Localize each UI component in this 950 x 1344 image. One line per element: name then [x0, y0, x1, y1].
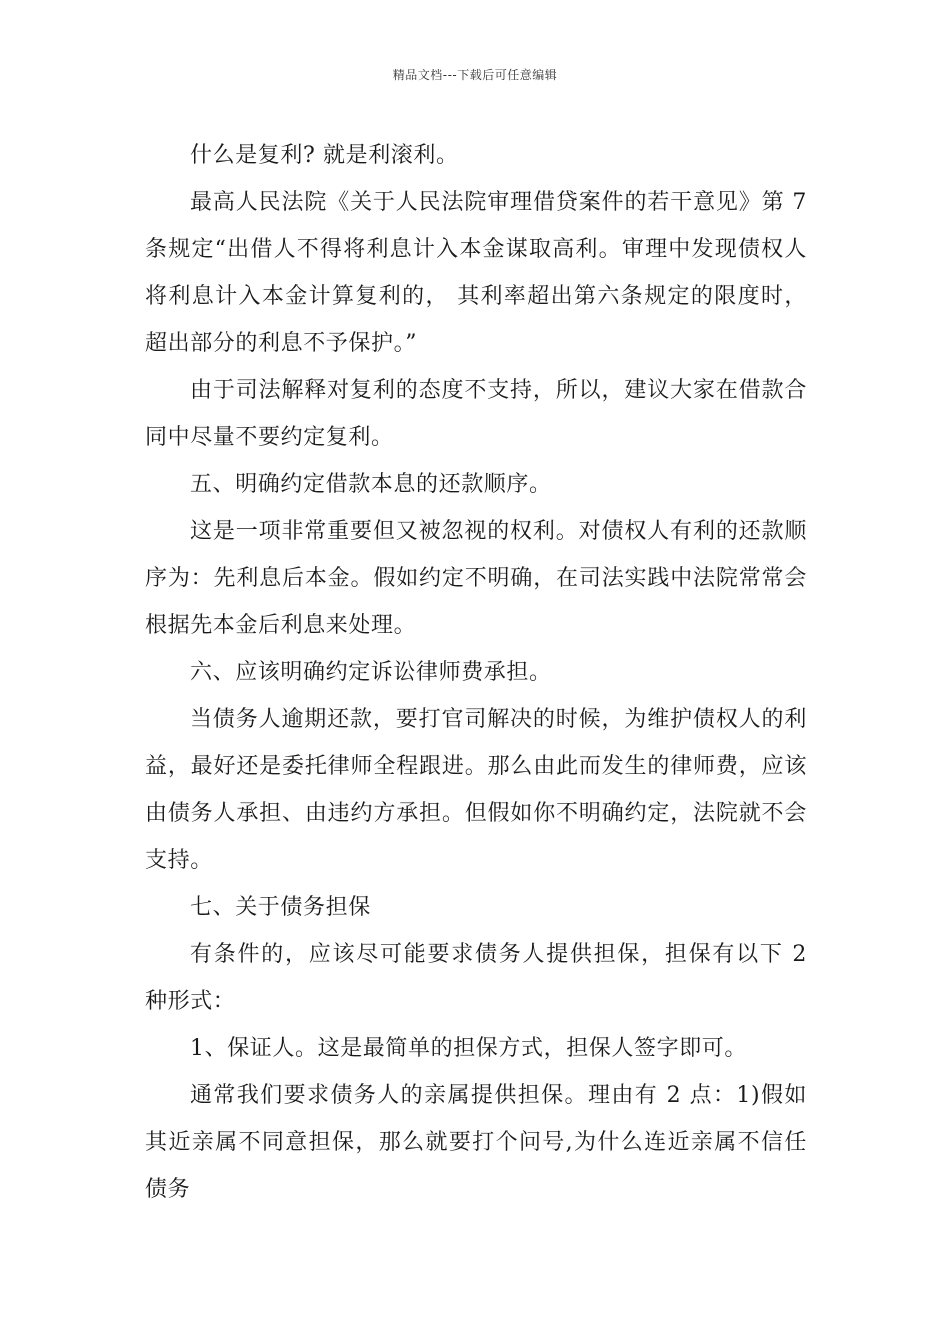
paragraph-guarantee-forms: 有条件的，应该尽可能要求债务人提供担保，担保有以下 2 种形式： [145, 942, 807, 1014]
paragraph-compound-interest-advice: 由于司法解释对复利的态度不支持，所以，建议大家在借款合同中尽量不要约定复利。 [145, 378, 807, 450]
page-header: 精品文档---下载后可任意编辑 [392, 68, 558, 82]
section-heading-debt-guarantee: 七、关于债务担保 [190, 895, 371, 920]
paragraph-guarantor: 1、保证人。这是最简单的担保方式，担保人签字即可。 [190, 1036, 747, 1061]
section-heading-repayment-order: 五、明确约定借款本息的还款顺序。 [190, 472, 552, 497]
document-body [145, 132, 807, 1213]
paragraph-court-opinion: 最高人民法院《关于人民法院审理借贷案件的若干意见》第 7 条规定“出借人不得将利息计入本金谋取高利。审理中发现债权人将利息计入本金计算复利的， 其利率超出第六条规定的限度时，超出部分的利息不予保护。” [145, 190, 807, 356]
paragraph-repayment-order: 这是一项非常重要但又被忽视的权利。对债权人有利的还款顺序为：先利息后本金。假如约定不明确，在司法实践中法院常常会根据先本金后利息来处理。 [145, 519, 807, 638]
paragraph-relative-guarantee: 通常我们要求债务人的亲属提供担保。理由有 2 点：1)假如其近亲属不同意担保，那么就要打个问号,为什么连近亲属不信任债务 [145, 1083, 807, 1202]
section-heading-lawyer-fees: 六、应该明确约定诉讼律师费承担。 [190, 660, 552, 685]
paragraph-lawyer-fees: 当债务人逾期还款，要打官司解决的时候，为维护债权人的利益，最好还是委托律师全程跟进。那么由此而发生的律师费，应该由债务人承担、由违约方承担。但假如你不明确约定，法院就不会支持。 [145, 707, 807, 873]
paragraph-compound-interest-question: 什么是复利? 就是利滚利。 [190, 143, 459, 168]
